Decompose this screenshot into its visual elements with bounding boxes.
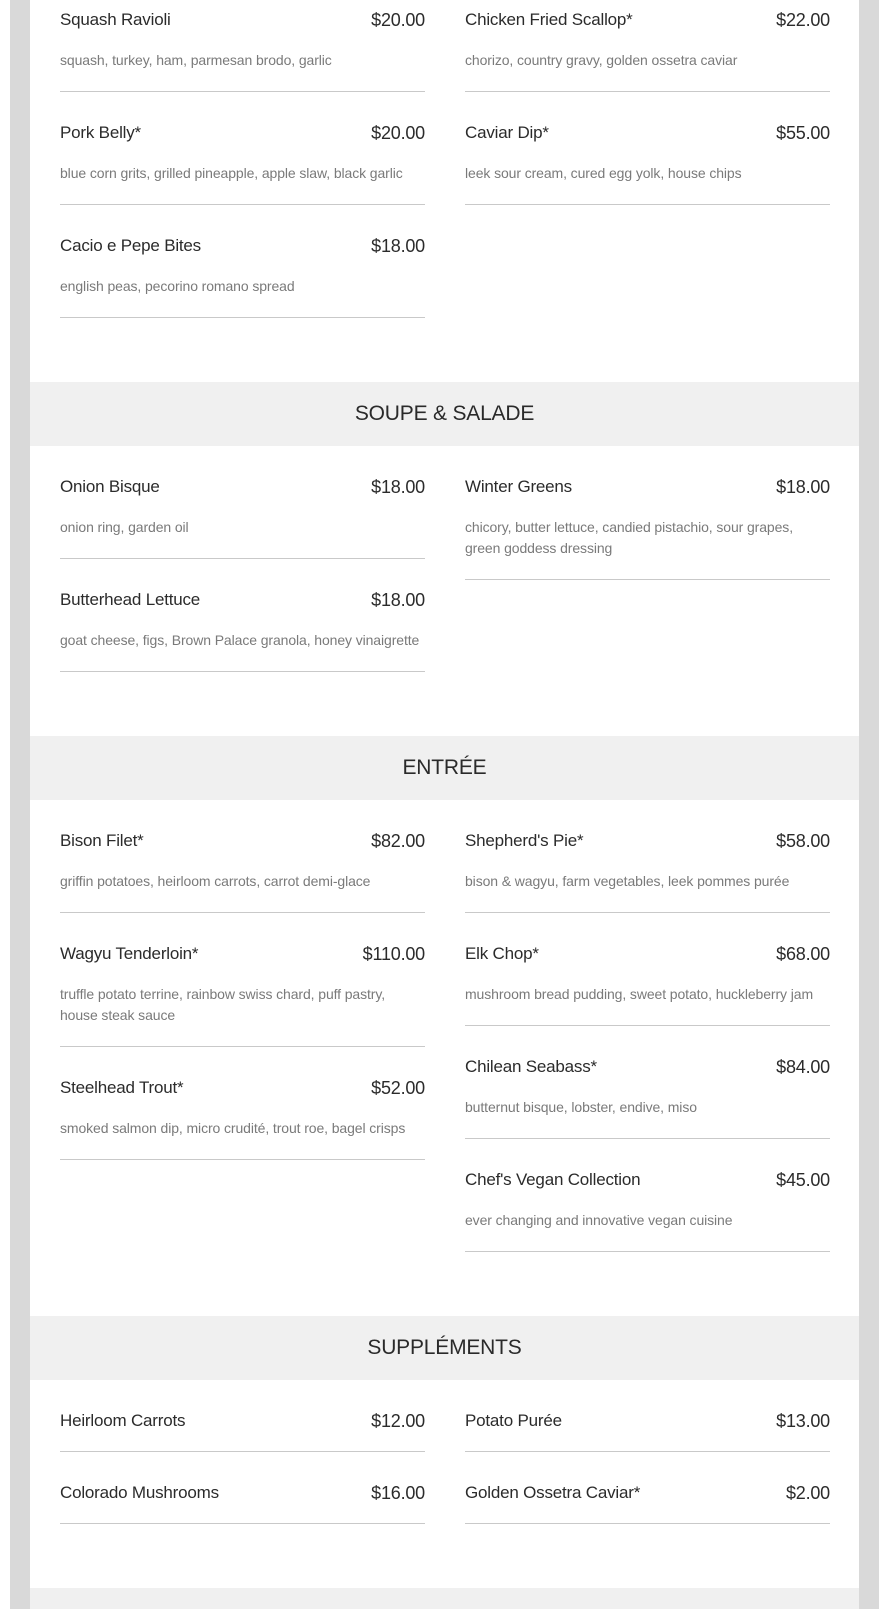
item-price: $22.00 [776,10,830,30]
item-description: onion ring, garden oil [60,519,189,535]
item-price: $52.00 [371,1078,425,1098]
section-title: ENTRÉE [402,756,487,779]
item-name: Bison Filet* [60,831,144,850]
section-header-entree [30,736,859,800]
menu-item [465,477,830,580]
item-price: $13.00 [776,1411,830,1431]
menu-item [465,944,830,1026]
menu-item [60,1411,425,1452]
item-price: $84.00 [776,1057,830,1077]
item-description: griffin potatoes, heirloom carrots, carrot demi-glace [60,873,371,889]
item-description: goat cheese, figs, Brown Palace granola, honey vinaigrette [60,632,420,648]
item-name: Heirloom Carrots [60,1411,186,1430]
item-name: Cacio e Pepe Bites [60,236,201,255]
menu-item [60,236,425,318]
item-name: Squash Ravioli [60,10,171,29]
section-header-soupe-salade [30,382,859,446]
item-description: smoked salmon dip, micro crudité, trout roe, bagel crisps [60,1120,406,1136]
menu-item [465,123,830,205]
item-name: Potato Purée [465,1411,562,1430]
menu-item [60,944,425,1047]
menu-item [465,1483,830,1524]
item-description: english peas, pecorino romano spread [60,278,295,294]
item-name: Wagyu Tenderloin* [60,944,199,963]
item-name: Butterhead Lettuce [60,590,201,609]
item-price: $110.00 [362,944,425,964]
item-price: $2.00 [785,1483,830,1503]
item-description: leek sour cream, cured egg yolk, house chips [465,165,742,181]
item-name: Golden Ossetra Caviar* [465,1483,641,1502]
item-description: mushroom bread pudding, sweet potato, huckleberry jam [465,986,814,1002]
item-price: $16.00 [371,1483,425,1503]
menu-item [465,1411,830,1452]
item-name: Steelhead Trout* [60,1078,184,1097]
section-header-supplements [30,1316,859,1380]
item-name: Chicken Fried Scallop* [465,10,633,29]
item-price: $68.00 [776,944,830,964]
item-name: Chilean Seabass* [465,1057,597,1076]
menu-item [60,1078,425,1160]
item-name: Elk Chop* [465,944,539,963]
item-name: Chef's Vegan Collection [465,1170,641,1189]
menu-item [60,1483,425,1524]
item-price: $18.00 [776,477,830,497]
item-description: squash, turkey, ham, parmesan brodo, garlic [60,52,332,68]
item-name: Onion Bisque [60,477,160,496]
item-name: Caviar Dip* [465,123,549,142]
menu-item [465,831,830,913]
menu-item [465,1170,830,1252]
item-price: $82.00 [371,831,425,851]
item-price: $45.00 [776,1170,830,1190]
menu-item [60,477,425,559]
section-title: SUPPLÉMENTS [367,1336,522,1359]
item-description: truffle potato terrine, rainbow swiss chard, puff pastry, house steak sauce [60,986,386,1023]
item-price: $18.00 [371,590,425,610]
menu-item [60,123,425,205]
item-description: bison & wagyu, farm vegetables, leek pommes purée [465,873,790,889]
menu-item [60,10,425,92]
item-description: ever changing and innovative vegan cuisine [465,1212,733,1228]
item-price: $20.00 [371,10,425,30]
item-name: Colorado Mushrooms [60,1483,219,1502]
item-name: Winter Greens [465,477,572,496]
item-price: $55.00 [776,123,830,143]
item-description: chicory, butter lettuce, candied pistachio, sour grapes, green goddess dressing [465,519,793,556]
item-name: Shepherd's Pie* [465,831,584,850]
menu-item [60,590,425,672]
item-description: chorizo, country gravy, golden ossetra caviar [465,52,738,68]
item-name: Pork Belly* [60,123,141,142]
menu-item [60,831,425,913]
item-price: $18.00 [371,477,425,497]
item-price: $20.00 [371,123,425,143]
item-price: $18.00 [371,236,425,256]
item-price: $58.00 [776,831,830,851]
section-title: SOUPE & SALADE [354,402,535,425]
section-header-next [30,1588,859,1609]
menu-item [465,10,830,92]
menu-item [465,1057,830,1139]
item-description: blue corn grits, grilled pineapple, apple slaw, black garlic [60,165,403,181]
item-price: $12.00 [371,1411,425,1431]
item-description: butternut bisque, lobster, endive, miso [465,1099,697,1115]
